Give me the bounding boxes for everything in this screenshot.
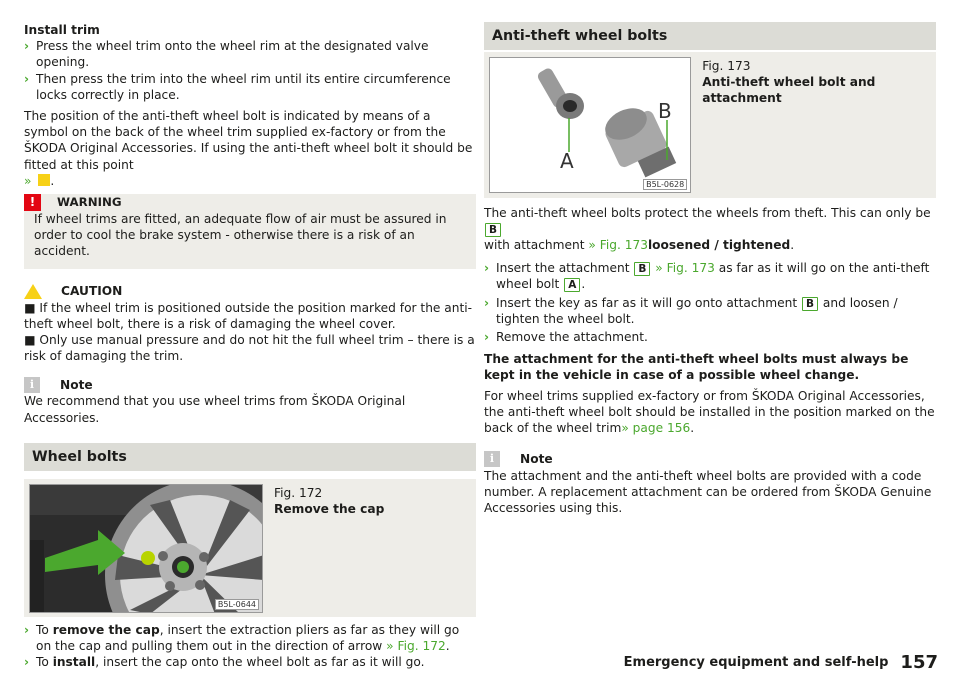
wheel-image (30, 485, 263, 613)
step-chevron-icon: › (24, 71, 30, 86)
figure-code: B5L-0644 (215, 599, 259, 610)
step-chevron-icon: › (24, 622, 30, 637)
info-icon: i (484, 451, 500, 467)
warning-ref-link[interactable]: » (24, 173, 32, 188)
step-chevron-icon: › (24, 655, 30, 670)
label-b: B (658, 99, 672, 123)
page-156-link[interactable]: » page 156 (621, 421, 691, 436)
attach-step-1: › Insert the attachment B » Fig. 173 as far as it will go on the anti-theft wheel bolt A . (484, 260, 930, 291)
bolt-attachment-image (490, 58, 691, 193)
attach-step-3: › Remove the attachment. (484, 330, 648, 345)
install-trim-heading: Install trim (24, 23, 100, 37)
install-step-1: › Press the wheel trim onto the wheel rim at the designated valve opening. (24, 39, 429, 70)
figure-172 (24, 479, 476, 617)
page-number: 157 (900, 651, 938, 673)
key-a: A (564, 278, 580, 292)
label-a: A (560, 149, 574, 173)
right-column (484, 22, 936, 516)
note-header: i Note (24, 376, 476, 393)
figure-172-image (29, 484, 263, 613)
caution-header: CAUTION (24, 283, 476, 300)
key-b: B (485, 223, 501, 237)
step-chevron-icon: › (24, 39, 30, 54)
step-chevron-icon: › (484, 330, 490, 345)
note-text: The attachment and the anti-theft wheel bolts are provided with a code number. A replacement attachment can be ordered from ŠKODA Genuine Accessories using this. (484, 468, 932, 516)
figure-173-caption: Fig. 173 Anti-theft wheel bolt and attachment (702, 59, 876, 106)
figure-172-caption: Fig. 172 Remove the cap (274, 485, 385, 517)
exclamation-icon: ! (24, 194, 41, 211)
fig-172-link[interactable]: » Fig. 172 (386, 639, 446, 654)
caution-triangle-icon (24, 284, 42, 299)
left-column (24, 22, 476, 670)
warning-header: ! WARNING (24, 194, 476, 211)
install-cap-step: › To install, insert the cap onto the wheel bolt as far as it will go. (24, 655, 425, 670)
note-header: i Note (484, 451, 936, 468)
warning-text: If wheel trims are fitted, an adequate flow of air must be assured in order to cool the brake system - otherwise there is a risk of an accident. (24, 211, 476, 269)
install-step-2: › Then press the trim into the wheel rim until its entire circumference locks correctly in place. (24, 71, 451, 102)
fig-173-link[interactable]: » Fig. 173 (655, 260, 715, 275)
figure-173-image (489, 57, 691, 193)
figure-173 (484, 52, 936, 198)
section-title-anti-theft: Anti-theft wheel bolts (484, 22, 936, 50)
warning-ref-icon (38, 174, 50, 186)
step-chevron-icon: › (484, 296, 490, 311)
page-footer (623, 651, 938, 673)
key-b: B (634, 262, 650, 276)
attach-step-2: › Insert the key as far as it will go onto attachment B and loosen / tighten the wheel bolt. (484, 296, 898, 327)
fig-173-link[interactable]: » Fig. 173 (588, 238, 648, 253)
caution-item-2: ■ Only use manual pressure and do not hit the full wheel trim – there is a risk of damaging the trim. (24, 333, 475, 364)
wheel-trim-paragraph: For wheel trims supplied ex-factory or from ŠKODA Original Accessories, the anti-theft wheel bolt should be installed in the position marked on the back of the wheel trim» page 156. (484, 389, 935, 436)
figure-code: B5L-0628 (643, 179, 687, 190)
keep-attachment-paragraph: The attachment for the anti-theft wheel bolts must always be kept in the vehicle in case of a possible wheel change. (484, 351, 909, 382)
remove-cap-step: › To remove the cap, insert the extraction pliers as far as they will go on the cap and pulling them out in the direction of arrow » Fig. 172. (24, 622, 460, 654)
footer-section: Emergency equipment and self-help (623, 654, 889, 670)
section-title-wheel-bolts: Wheel bolts (24, 443, 476, 471)
info-icon: i (24, 377, 40, 393)
key-b: B (802, 297, 818, 311)
step-chevron-icon: › (484, 260, 490, 275)
note-text: We recommend that you use wheel trims from ŠKODA Original Accessories. (24, 394, 406, 425)
caution-item-1: ■ If the wheel trim is positioned outside the position marked for the anti-theft wheel bolt, there is a risk of damaging the wheel cover. (24, 300, 473, 331)
position-paragraph: The position of the anti-theft wheel bolt is indicated by means of a symbol on the back of the wheel trim supplied ex-factory or from the ŠKODA Original Accessories. If using the anti-theft wheel bolt it should be fitted at this point » . (24, 109, 473, 188)
intro-paragraph: The anti-theft wheel bolts protect the wheels from theft. This can only be B with attachment » Fig. 173loosened / tightened. (484, 206, 931, 253)
warning-box (24, 194, 476, 269)
